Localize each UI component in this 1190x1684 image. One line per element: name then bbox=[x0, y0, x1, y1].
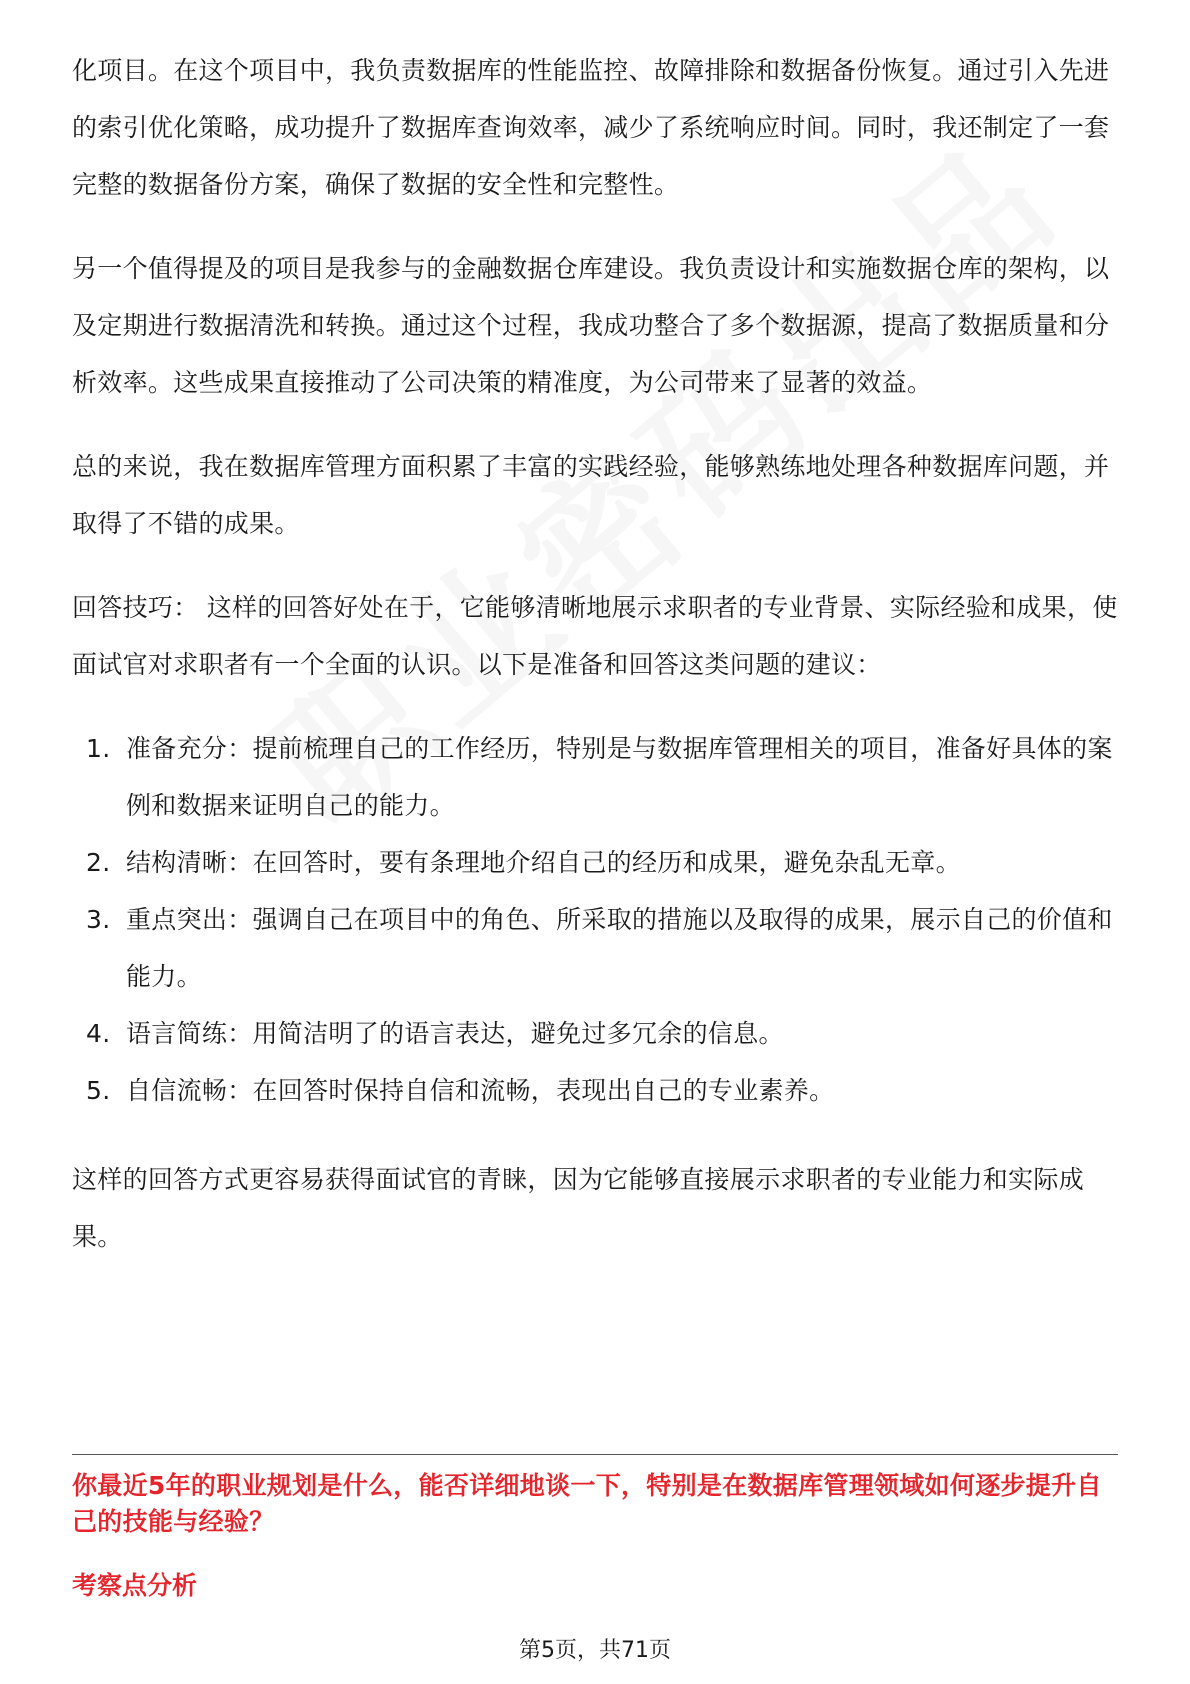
list-item bbox=[72, 1062, 1118, 1119]
section-heading: 考察点分析 bbox=[72, 1571, 198, 1600]
list-item-number: 3. bbox=[86, 905, 111, 934]
paragraph-project-continued: 化项目。在这个项目中，我负责数据库的性能监控、故障排除和数据备份恢复。通过引入先进的索引优化策略，成功提升了数据库查询效率，减少了系统响应时间。同时，我还制定了一套完整的数据备份方案，确保了数据的安全性和完整性。 bbox=[72, 56, 1110, 199]
list-item bbox=[72, 1005, 1118, 1062]
list-item-number: 1. bbox=[86, 734, 111, 763]
list-item-number: 2. bbox=[86, 848, 111, 877]
interview-question: 你最近5年的职业规划是什么，能否详细地谈一下，特别是在数据库管理领域如何逐步提升自己的技能与经验？ bbox=[72, 1471, 1102, 1536]
list-item-text: 重点突出：强调自己在项目中的角色、所采取的措施以及取得的成果，展示自己的价值和能力。 bbox=[126, 905, 1113, 991]
body-content bbox=[72, 42, 1118, 1292]
list-item-number: 5. bbox=[86, 1076, 111, 1105]
list-item-text: 自信流畅：在回答时保持自信和流畅，表现出自己的专业素养。 bbox=[126, 1076, 835, 1105]
list-item-text: 结构清晰：在回答时，要有条理地介绍自己的经历和成果，避免杂乱无章。 bbox=[126, 848, 961, 877]
tips-list bbox=[72, 720, 1118, 1119]
list-item bbox=[72, 834, 1118, 891]
paragraph-summary: 总的来说，我在数据库管理方面积累了丰富的实践经验，能够熟练地处理各种数据库问题，并取得了不错的成果。 bbox=[72, 452, 1110, 538]
paragraph-data-warehouse: 另一个值得提及的项目是我参与的金融数据仓库建设。我负责设计和实施数据仓库的架构，以及定期进行数据清洗和转换。通过这个过程，我成功整合了多个数据源，提高了数据质量和分析效率。这些成果直接推动了公司决策的精准度，为公司带来了显著的效益。 bbox=[72, 254, 1110, 397]
paragraph-closing: 这样的回答方式更容易获得面试官的青睐，因为它能够直接展示求职者的专业能力和实际成果。 bbox=[72, 1165, 1085, 1251]
list-item-text: 准备充分：提前梳理自己的工作经历，特别是与数据库管理相关的项目，准备好具体的案例和数据来证明自己的能力。 bbox=[126, 734, 1113, 820]
list-item-text: 语言简练：用简洁明了的语言表达，避免过多冗余的信息。 bbox=[126, 1019, 784, 1048]
paragraph-answer-tips: 回答技巧： 这样的回答好处在于，它能够清晰地展示求职者的专业背景、实际经验和成果，使面试官对求职者有一个全面的认识。以下是准备和回答这类问题的建议： bbox=[72, 593, 1118, 679]
section-divider bbox=[72, 1454, 1118, 1455]
page-number-footer: 第5页，共71页 bbox=[519, 1638, 671, 1663]
list-item bbox=[72, 720, 1118, 834]
list-item-number: 4. bbox=[86, 1019, 111, 1048]
list-item bbox=[72, 891, 1118, 1005]
